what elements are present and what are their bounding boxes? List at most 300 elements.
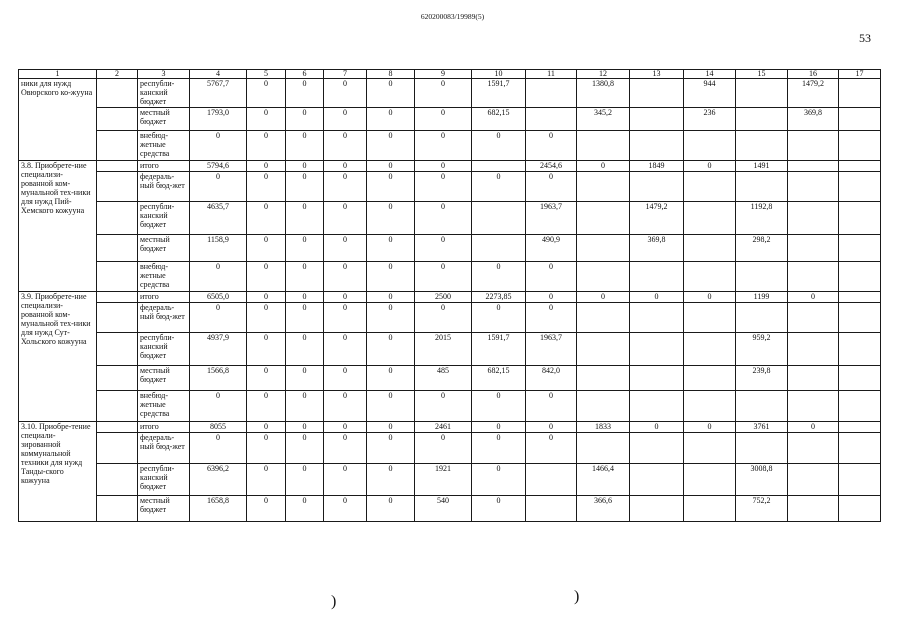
table-cell: 0 [415, 262, 472, 292]
table-cell: 1479,2 [630, 202, 684, 235]
table-cell [788, 303, 839, 333]
table-cell: 0 [577, 292, 630, 303]
column-number: 10 [472, 70, 526, 79]
table-cell: 0 [630, 292, 684, 303]
table-cell [97, 292, 138, 303]
table-cell [630, 303, 684, 333]
table-cell: 1591,7 [472, 79, 526, 108]
column-number: 7 [324, 70, 367, 79]
table-cell: 0 [247, 391, 286, 422]
table-cell: 0 [367, 303, 415, 333]
column-number: 8 [367, 70, 415, 79]
item-name: ники для нужд Овюрского ко-жууна [19, 79, 97, 161]
funding-source-label: итого [138, 161, 190, 172]
table-cell: 6396,2 [190, 464, 247, 496]
funding-source-label: итого [138, 422, 190, 433]
table-cell: 0 [472, 172, 526, 202]
table-cell: 1380,8 [577, 79, 630, 108]
table-cell: 490,9 [526, 235, 577, 262]
item-name: 3.10. Приобре-тение специали-зированной коммунальной техники для нужд Танды-ского кожууна [19, 422, 97, 522]
table-cell: 0 [286, 172, 324, 202]
table-cell: 1566,8 [190, 366, 247, 391]
table-cell: 0 [324, 292, 367, 303]
table-cell: 0 [472, 131, 526, 161]
table-cell: 0 [577, 161, 630, 172]
table-cell: 0 [367, 464, 415, 496]
table-cell [839, 131, 881, 161]
table-cell [839, 303, 881, 333]
table-cell: 0 [324, 366, 367, 391]
table-cell [788, 333, 839, 366]
table-cell [97, 433, 138, 464]
table-cell [736, 79, 788, 108]
table-cell: 366,6 [577, 496, 630, 522]
budget-table [18, 69, 881, 522]
table-cell [97, 172, 138, 202]
table-cell: 0 [247, 366, 286, 391]
table-cell: 0 [286, 108, 324, 131]
table-cell: 236 [684, 108, 736, 131]
table-cell: 1963,7 [526, 202, 577, 235]
table-cell: 0 [526, 391, 577, 422]
table-cell: 1658,8 [190, 496, 247, 522]
table-cell [684, 496, 736, 522]
table-cell: 0 [472, 496, 526, 522]
table-cell: 239,8 [736, 366, 788, 391]
page-number: 53 [859, 31, 871, 45]
table-cell: 0 [367, 202, 415, 235]
table-cell [684, 202, 736, 235]
table-cell [839, 172, 881, 202]
table-cell [526, 464, 577, 496]
table-cell: 2273,85 [472, 292, 526, 303]
handwritten-mark: ) [331, 593, 337, 610]
table-cell: 0 [286, 79, 324, 108]
column-number: 12 [577, 70, 630, 79]
table-cell [839, 202, 881, 235]
table-cell: 0 [367, 161, 415, 172]
table-cell: 4937,9 [190, 333, 247, 366]
column-number: 1 [19, 70, 97, 79]
table-cell: 0 [286, 366, 324, 391]
table-cell: 0 [367, 235, 415, 262]
funding-source-label: итого [138, 292, 190, 303]
table-cell: 0 [190, 131, 247, 161]
table-cell [97, 366, 138, 391]
table-cell: 0 [415, 108, 472, 131]
column-number: 16 [788, 70, 839, 79]
table-cell: 3008,8 [736, 464, 788, 496]
table-cell: 0 [324, 161, 367, 172]
table-cell: 0 [630, 422, 684, 433]
funding-source-label: местный бюджет [138, 366, 190, 391]
table-cell [839, 391, 881, 422]
table-row [19, 391, 881, 422]
table-cell: 0 [247, 79, 286, 108]
table-cell [577, 303, 630, 333]
table-cell [788, 464, 839, 496]
table-cell: 0 [367, 108, 415, 131]
table-cell [97, 131, 138, 161]
table-cell: 0 [324, 422, 367, 433]
table-row [19, 262, 881, 292]
table-cell [577, 433, 630, 464]
funding-source-label: федераль-ный бюд-жет [138, 433, 190, 464]
table-cell [736, 433, 788, 464]
table-row [19, 172, 881, 202]
table-cell: 0 [367, 391, 415, 422]
table-cell [839, 161, 881, 172]
table-cell: 0 [247, 496, 286, 522]
table-cell: 0 [472, 464, 526, 496]
table-cell: 0 [472, 262, 526, 292]
table-cell [684, 235, 736, 262]
table-cell [684, 391, 736, 422]
header-row [19, 70, 881, 79]
funding-source-label: федераль-ный бюд-жет [138, 172, 190, 202]
table-cell [97, 391, 138, 422]
table-cell [839, 433, 881, 464]
table-cell [472, 235, 526, 262]
table-cell [736, 391, 788, 422]
table-cell: 0 [286, 303, 324, 333]
table-cell: 2461 [415, 422, 472, 433]
table-cell [684, 366, 736, 391]
table-cell: 0 [367, 333, 415, 366]
table-cell [472, 161, 526, 172]
table-cell: 3761 [736, 422, 788, 433]
table-cell [630, 391, 684, 422]
table-cell: 0 [324, 172, 367, 202]
table-row [19, 161, 881, 172]
table-cell: 0 [247, 161, 286, 172]
table-cell: 0 [247, 262, 286, 292]
table-cell [684, 131, 736, 161]
column-number: 9 [415, 70, 472, 79]
table-cell: 0 [367, 131, 415, 161]
table-cell: 842,0 [526, 366, 577, 391]
funding-source-label: внебюд-жетные средства [138, 131, 190, 161]
table-cell [839, 496, 881, 522]
table-cell: 0 [526, 262, 577, 292]
table-cell [97, 464, 138, 496]
table-cell [577, 131, 630, 161]
table-cell: 0 [286, 131, 324, 161]
table-cell: 0 [415, 172, 472, 202]
table-cell: 1479,2 [788, 79, 839, 108]
table-cell: 0 [684, 292, 736, 303]
table-cell [788, 433, 839, 464]
table-cell: 0 [367, 422, 415, 433]
table-cell: 1491 [736, 161, 788, 172]
table-cell: 0 [415, 202, 472, 235]
table-cell: 0 [324, 496, 367, 522]
table-cell: 682,15 [472, 108, 526, 131]
table-cell: 0 [247, 108, 286, 131]
table-cell: 369,8 [630, 235, 684, 262]
table-cell: 1591,7 [472, 333, 526, 366]
table-cell: 0 [324, 464, 367, 496]
table-cell: 0 [247, 131, 286, 161]
table-cell: 0 [286, 391, 324, 422]
table-cell [684, 333, 736, 366]
table-cell: 0 [526, 433, 577, 464]
column-number: 4 [190, 70, 247, 79]
table-cell: 0 [247, 303, 286, 333]
column-number: 5 [247, 70, 286, 79]
funding-source-label: республи-канский бюджет [138, 79, 190, 108]
table-cell [97, 161, 138, 172]
table-cell [788, 366, 839, 391]
column-number: 14 [684, 70, 736, 79]
table-cell: 0 [415, 235, 472, 262]
table-cell: 0 [247, 433, 286, 464]
table-cell: 0 [286, 161, 324, 172]
table-cell: 0 [367, 496, 415, 522]
table-cell: 369,8 [788, 108, 839, 131]
table-cell [630, 262, 684, 292]
table-cell: 0 [684, 422, 736, 433]
handwritten-mark: ) [574, 588, 580, 605]
funding-source-label: внебюд-жетные средства [138, 391, 190, 422]
table-cell: 1158,9 [190, 235, 247, 262]
table-cell: 0 [190, 433, 247, 464]
table-cell: 0 [472, 422, 526, 433]
table-cell [839, 292, 881, 303]
column-number: 17 [839, 70, 881, 79]
table-cell [630, 108, 684, 131]
table-cell: 0 [324, 303, 367, 333]
table-cell [472, 202, 526, 235]
table-cell: 0 [190, 262, 247, 292]
table-cell [577, 333, 630, 366]
table-cell [684, 433, 736, 464]
table-cell: 0 [367, 292, 415, 303]
table-cell [630, 131, 684, 161]
table-cell: 540 [415, 496, 472, 522]
funding-source-label: республи-канский бюджет [138, 202, 190, 235]
table-cell: 0 [286, 433, 324, 464]
table-cell: 1199 [736, 292, 788, 303]
table-cell: 1921 [415, 464, 472, 496]
table-cell [839, 422, 881, 433]
table-cell: 752,2 [736, 496, 788, 522]
funding-source-label: местный бюджет [138, 108, 190, 131]
table-cell: 0 [526, 131, 577, 161]
funding-source-label: местный бюджет [138, 496, 190, 522]
table-cell [788, 391, 839, 422]
table-cell: 2454,6 [526, 161, 577, 172]
table-cell: 0 [415, 303, 472, 333]
table-cell: 0 [286, 235, 324, 262]
table-cell [736, 108, 788, 131]
table-cell [526, 79, 577, 108]
table-cell: 0 [286, 333, 324, 366]
table-row [19, 292, 881, 303]
table-cell [839, 333, 881, 366]
table-cell: 0 [684, 161, 736, 172]
table-cell: 959,2 [736, 333, 788, 366]
table-cell [526, 496, 577, 522]
table-cell [736, 172, 788, 202]
table-cell [839, 262, 881, 292]
table-cell: 0 [367, 433, 415, 464]
table-cell: 345,2 [577, 108, 630, 131]
column-number: 13 [630, 70, 684, 79]
table-cell [630, 79, 684, 108]
table-cell: 5794,6 [190, 161, 247, 172]
table-cell: 0 [526, 172, 577, 202]
table-cell: 0 [190, 303, 247, 333]
funding-source-label: республи-канский бюджет [138, 333, 190, 366]
table-cell [839, 464, 881, 496]
table-row [19, 464, 881, 496]
table-cell [630, 333, 684, 366]
table-cell: 682,15 [472, 366, 526, 391]
table-cell: 944 [684, 79, 736, 108]
table-cell: 0 [190, 172, 247, 202]
table-cell: 0 [526, 303, 577, 333]
table-row [19, 422, 881, 433]
table-row [19, 333, 881, 366]
table-cell: 0 [247, 202, 286, 235]
table-cell [788, 496, 839, 522]
table-cell [684, 303, 736, 333]
item-name: 3.8. Приобрете-ние специализи-рованной ком-мунальной тех-ники для нужд Пий-Хемского кожууна [19, 161, 97, 292]
table-cell: 1192,8 [736, 202, 788, 235]
table-cell: 0 [526, 292, 577, 303]
table-cell: 0 [367, 262, 415, 292]
table-cell: 0 [247, 464, 286, 496]
table-cell: 0 [324, 262, 367, 292]
table-cell: 0 [286, 496, 324, 522]
column-number: 11 [526, 70, 577, 79]
table-cell [684, 172, 736, 202]
table-cell: 0 [286, 422, 324, 433]
table-cell [97, 202, 138, 235]
table-cell: 0 [415, 161, 472, 172]
table-cell: 298,2 [736, 235, 788, 262]
table-cell [839, 366, 881, 391]
table-cell [577, 202, 630, 235]
table-cell [97, 422, 138, 433]
table-cell: 0 [415, 131, 472, 161]
table-cell [788, 131, 839, 161]
table-row [19, 79, 881, 108]
table-row [19, 366, 881, 391]
column-number: 3 [138, 70, 190, 79]
table-cell: 2015 [415, 333, 472, 366]
table-cell: 1466,4 [577, 464, 630, 496]
table-cell [684, 464, 736, 496]
table-cell: 8055 [190, 422, 247, 433]
table-cell: 2500 [415, 292, 472, 303]
table-cell [788, 161, 839, 172]
table-cell: 0 [324, 235, 367, 262]
table-cell: 0 [286, 464, 324, 496]
table-cell: 0 [788, 292, 839, 303]
item-name: 3.9. Приобрете-ние специализи-рованной ком-мунальной тех-ники для нужд Сут-Хольского кожууна [19, 292, 97, 422]
table-cell: 0 [472, 433, 526, 464]
table-cell [839, 79, 881, 108]
column-number: 6 [286, 70, 324, 79]
table-cell [736, 131, 788, 161]
table-cell: 0 [247, 292, 286, 303]
table-cell: 0 [415, 433, 472, 464]
table-cell: 0 [286, 292, 324, 303]
table-cell: 0 [367, 172, 415, 202]
table-cell [577, 172, 630, 202]
table-cell [788, 202, 839, 235]
table-cell: 0 [367, 366, 415, 391]
table-cell: 5767,7 [190, 79, 247, 108]
table-cell [630, 496, 684, 522]
table-cell [630, 433, 684, 464]
funding-source-label: федераль-ный бюд-жет [138, 303, 190, 333]
table-cell [97, 303, 138, 333]
table-cell [788, 172, 839, 202]
table-cell: 0 [190, 391, 247, 422]
table-cell: 485 [415, 366, 472, 391]
table-cell [839, 108, 881, 131]
document-id: 620200083/19989(5) [420, 12, 485, 21]
table-cell [526, 108, 577, 131]
table-row [19, 496, 881, 522]
table-cell: 0 [286, 262, 324, 292]
table-cell: 1963,7 [526, 333, 577, 366]
table-cell: 0 [324, 433, 367, 464]
table-cell: 0 [472, 391, 526, 422]
table-cell: 0 [247, 235, 286, 262]
table-cell [577, 235, 630, 262]
table-cell: 1849 [630, 161, 684, 172]
table-cell [630, 366, 684, 391]
table-row [19, 433, 881, 464]
funding-source-label: республи-канский бюджет [138, 464, 190, 496]
table-cell: 1833 [577, 422, 630, 433]
table-cell: 0 [324, 202, 367, 235]
table-cell: 0 [324, 108, 367, 131]
table-cell: 0 [324, 333, 367, 366]
table-cell [736, 262, 788, 292]
table-row [19, 202, 881, 235]
table-cell [630, 172, 684, 202]
table-row [19, 131, 881, 161]
table-cell [788, 235, 839, 262]
table-cell: 0 [415, 79, 472, 108]
table-cell [97, 235, 138, 262]
table-cell [788, 262, 839, 292]
table-cell: 0 [247, 333, 286, 366]
table-cell [577, 262, 630, 292]
table-cell: 0 [324, 79, 367, 108]
column-number: 15 [736, 70, 788, 79]
table-cell: 4635,7 [190, 202, 247, 235]
table-cell: 6505,0 [190, 292, 247, 303]
table-cell [97, 496, 138, 522]
table-row [19, 303, 881, 333]
table-cell [577, 366, 630, 391]
table-cell: 1793,0 [190, 108, 247, 131]
table-cell [97, 79, 138, 108]
table-cell: 0 [415, 391, 472, 422]
funding-source-label: местный бюджет [138, 235, 190, 262]
table-cell [630, 464, 684, 496]
table-cell: 0 [788, 422, 839, 433]
table-cell: 0 [367, 79, 415, 108]
table-cell: 0 [324, 391, 367, 422]
column-number: 2 [97, 70, 138, 79]
